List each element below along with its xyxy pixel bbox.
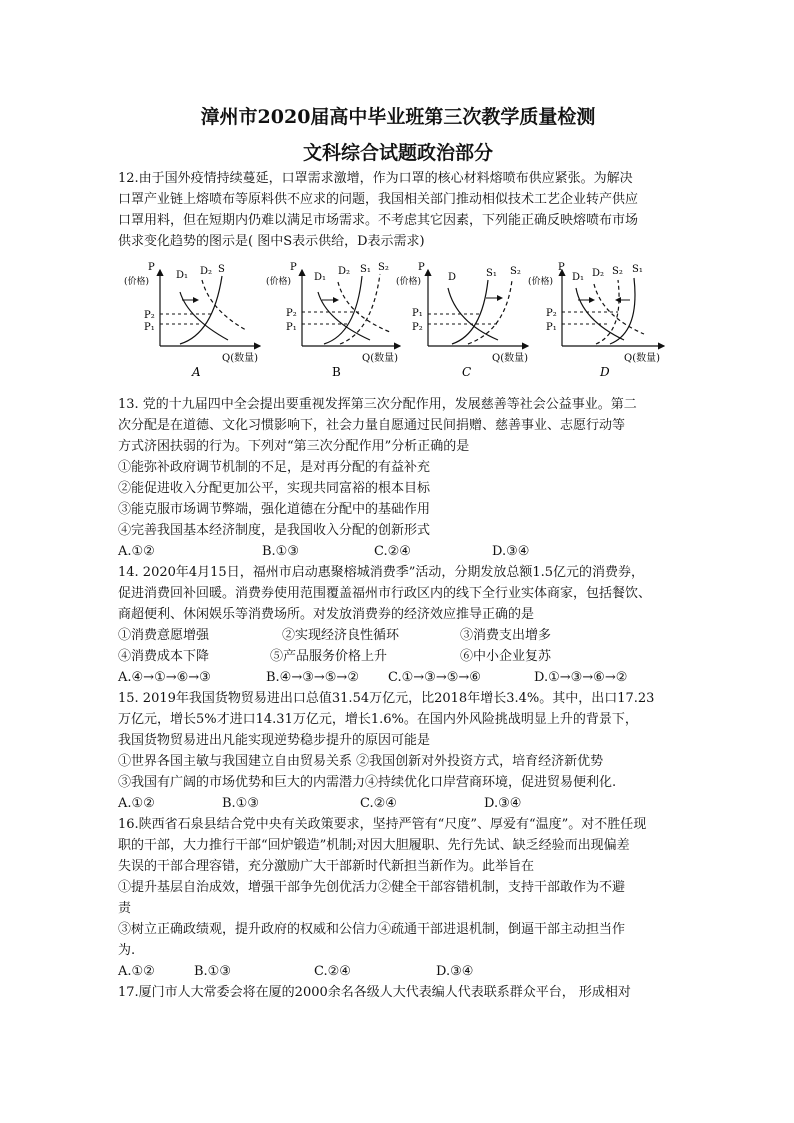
q-axis-label: Q(数量) (362, 353, 399, 364)
curve-label: D₁ (314, 272, 327, 283)
q12-graphs (118, 258, 678, 386)
demand-curve-d1 (576, 288, 624, 340)
p-unit-label: (价格) (528, 277, 554, 287)
option-d[interactable]: D.①→③→⑥→② (534, 670, 628, 685)
q13-stem-line: 次分配是在道德、文化习惯影响下，社会力量自愿通过民间捐赠、慈善事业、志愿行动等 (118, 418, 626, 433)
option-c[interactable]: C.①→③→⑤→⑥ (388, 670, 481, 685)
q15-options (118, 793, 678, 814)
q15-item: ①世界各国主敏与我国建立自由贸易关系 ②我国创新对外投资方式，培育经济新优势 (118, 754, 604, 769)
curve-label: S₂ (612, 266, 623, 277)
graph-option-label: D (600, 365, 610, 379)
q13-item: ③能克服市场调节弊端，强化道德在分配中的基础作用 (118, 502, 431, 517)
q13-options (118, 541, 678, 562)
curve-label: D₂ (592, 268, 605, 279)
graph-c (396, 262, 528, 379)
q15-stem-line: 我国货物贸易进出凡能实现逆势稳步提升的原因可能是 (118, 733, 431, 748)
curve-label: S₂ (378, 262, 389, 273)
option-d[interactable]: D.③④ (492, 544, 530, 559)
option-a[interactable]: A.①② (118, 544, 155, 559)
q13-stem-line: 13. 党的十九届四中全会提出要重视发挥第三次分配作用，发展慈善等社会公益事业。第二 (118, 397, 637, 412)
graph-b (266, 262, 400, 379)
p-axis-label: P (148, 262, 155, 273)
q15-item: ③我国有广阔的市场优势和巨大的内需潜力④持续优化口岸营商环境，促进贸易便利化. (118, 775, 617, 790)
price-label: P₂ (546, 308, 557, 319)
price-label: P₂ (412, 322, 423, 333)
graph-d (528, 262, 664, 379)
q15-stem-line: 万亿元，增长5%才进口14.31万亿元，增长1.6%。在国内外风险挑战明显上升的背景下， (118, 712, 638, 727)
curve-label: D₁ (572, 272, 585, 283)
option-d[interactable]: D.③④ (436, 964, 474, 979)
curve-label: D (448, 272, 457, 283)
question-15 (118, 688, 678, 814)
option-b[interactable]: B.①③ (222, 796, 259, 811)
curve-label: D₁ (176, 270, 189, 281)
supply-curve-s1 (452, 280, 488, 344)
q15-stem-line: 15. 2019年我国货物贸易进出口总值31.54万亿元，比2018年增长3.4%。其中，出口17.23 (118, 691, 655, 706)
q13-stem-line: 方式济困扶弱的行为。下列对“第三次分配作用”分析正确的是 (118, 439, 470, 454)
option-b[interactable]: B.①③ (262, 544, 299, 559)
price-label: P₁ (412, 308, 423, 319)
p-unit-label: (价格) (266, 277, 292, 287)
option-c[interactable]: C.②④ (374, 544, 411, 559)
question-12 (118, 168, 678, 386)
curve-label: S₁ (632, 264, 643, 275)
graph-option-label: C (462, 365, 472, 379)
question-16 (118, 814, 678, 982)
q13-item: ②能促进收入分配更加公平，实现共同富裕的根本目标 (118, 481, 431, 496)
curve-label: D₂ (338, 266, 351, 277)
p-unit-label: (价格) (396, 277, 422, 287)
q16-stem-line: 职的干部，大力推行干部“回炉锻造”机制;对因大胆履职、先行先试、缺乏经验而出现偏差 (118, 838, 630, 853)
q16-item: ③树立正确政绩观，提升政府的权威和公信力④疏通干部进退机制，倒逼干部主动担当作 (118, 922, 626, 937)
q14-item: ②实现经济良性循环 (282, 628, 400, 643)
q12-stem-line: 口罩产业链上熔喷布等原料供不应求的问题，我国相关部门推动相似技术工艺企业转产供应 (118, 192, 639, 207)
p-axis-label: P (290, 262, 297, 273)
q16-stem-line: 16.陕西省石泉县结合党中央有关政策要求，坚持严管有“尺度”、厚爱有“温度”。对不胜任现 (118, 817, 647, 832)
price-label: P₁ (546, 322, 557, 333)
curve-label: S₁ (486, 268, 497, 279)
p-axis-label: P (418, 262, 425, 273)
q14-item: ⑥中小企业复苏 (460, 649, 552, 664)
q16-options (118, 961, 678, 982)
q12-stem-line: 12.由于国外疫情持续蔓延，口罩需求激增，作为口罩的核心材料熔喷布供应紧张。为解决 (118, 171, 633, 186)
q-axis-label: Q(数量) (492, 353, 529, 364)
q14-stem-line: 14. 2020年4月15日，福州市启动惠聚榕城消费季”活动，分期发放总额1.5亿元的消费券， (118, 565, 645, 580)
q-axis-label: Q(数量) (624, 353, 661, 364)
supply-curve-s (180, 276, 222, 344)
q16-item: 责 (118, 901, 132, 916)
supply-demand-figures (118, 258, 678, 386)
graph-option-label: A (192, 365, 201, 379)
q14-item: ③消费支出增多 (460, 628, 552, 643)
option-b[interactable]: B.①③ (194, 964, 231, 979)
q14-stem-line: 促进消费回补回暖。消费券使用范围覆盖福州市行政区内的线下全行业实体商家，包括餐饮、 (118, 586, 652, 601)
curve-label: S₁ (360, 264, 371, 275)
supply-curve-s1 (324, 276, 362, 344)
q14-item: ④消费成本下降 (118, 649, 210, 664)
option-a[interactable]: A.①② (118, 964, 155, 979)
option-a[interactable]: A.④→①→⑥→③ (118, 670, 211, 685)
p-axis-label: P (558, 262, 565, 273)
graph-option-label: B (332, 365, 341, 379)
option-b[interactable]: B.④→③→⑤→② (266, 670, 359, 685)
q12-stem-line: 供求变化趋势的图示是( 图中S表示供给，D表示需求) (118, 234, 425, 249)
option-c[interactable]: C.②④ (314, 964, 351, 979)
option-c[interactable]: C.②④ (360, 796, 397, 811)
q16-item: 为. (118, 943, 136, 958)
q14-options (118, 667, 678, 688)
option-d[interactable]: D.③④ (484, 796, 522, 811)
q16-item: ①提升基层自治成效，增强干部争先创优活力②健全干部容错机制，支持干部敢作为不避 (118, 880, 626, 895)
price-label: P₁ (144, 322, 155, 333)
supply-curve-s2 (340, 274, 380, 344)
p-unit-label: (价格) (124, 277, 150, 287)
price-label: P₁ (286, 322, 297, 333)
q14-items-row (118, 646, 678, 667)
supply-curve-s2 (468, 280, 512, 344)
exam-subtitle: 文科综合试题政治部分 (302, 142, 493, 164)
q-axis-label: Q(数量) (222, 353, 259, 364)
q14-item: ①消费意愿增强 (118, 628, 210, 643)
graph-a (124, 262, 260, 379)
curve-label: D₂ (200, 266, 213, 277)
q14-items-row (118, 625, 678, 646)
demand-curve-d2 (202, 280, 246, 330)
question-14 (118, 562, 678, 688)
q12-stem-line: 口罩用料，但在短期内仍难以满足市场需求。不考虑其它因素，下列能正确反映熔喷布市场 (118, 213, 639, 228)
q14-item: ⑤产品服务价格上升 (270, 649, 388, 664)
curve-label: S₂ (510, 266, 521, 277)
exam-title: 漳州市2020届高中毕业班第三次教学质量检测 (200, 106, 596, 128)
q17-stem-line: 17.厦门市人大常委会将在厦的2000余名各级人大代表编人代表联系群众平台， 形成相对 (118, 985, 631, 1000)
price-label: P₂ (144, 310, 155, 321)
question-13 (118, 394, 678, 562)
q13-item: ④完善我国基本经济制度，是我国收入分配的创新形式 (118, 523, 431, 538)
q14-stem-line: 商超便利、休闲娱乐等消费场所。对发放消费券的经济效应推导正确的是 (118, 607, 535, 622)
curve-label: S (218, 264, 225, 275)
option-a[interactable]: A.①② (118, 796, 155, 811)
question-17 (118, 982, 678, 1003)
q16-stem-line: 失误的干部合理容错，充分激励广大干部新时代新担当新作为。此举旨在 (118, 859, 535, 874)
price-label: P₂ (286, 308, 297, 319)
exam-page (118, 100, 678, 1003)
demand-curve-d1 (180, 292, 228, 340)
q13-item: ①能弥补政府调节机制的不足，是对再分配的有益补充 (118, 460, 431, 475)
